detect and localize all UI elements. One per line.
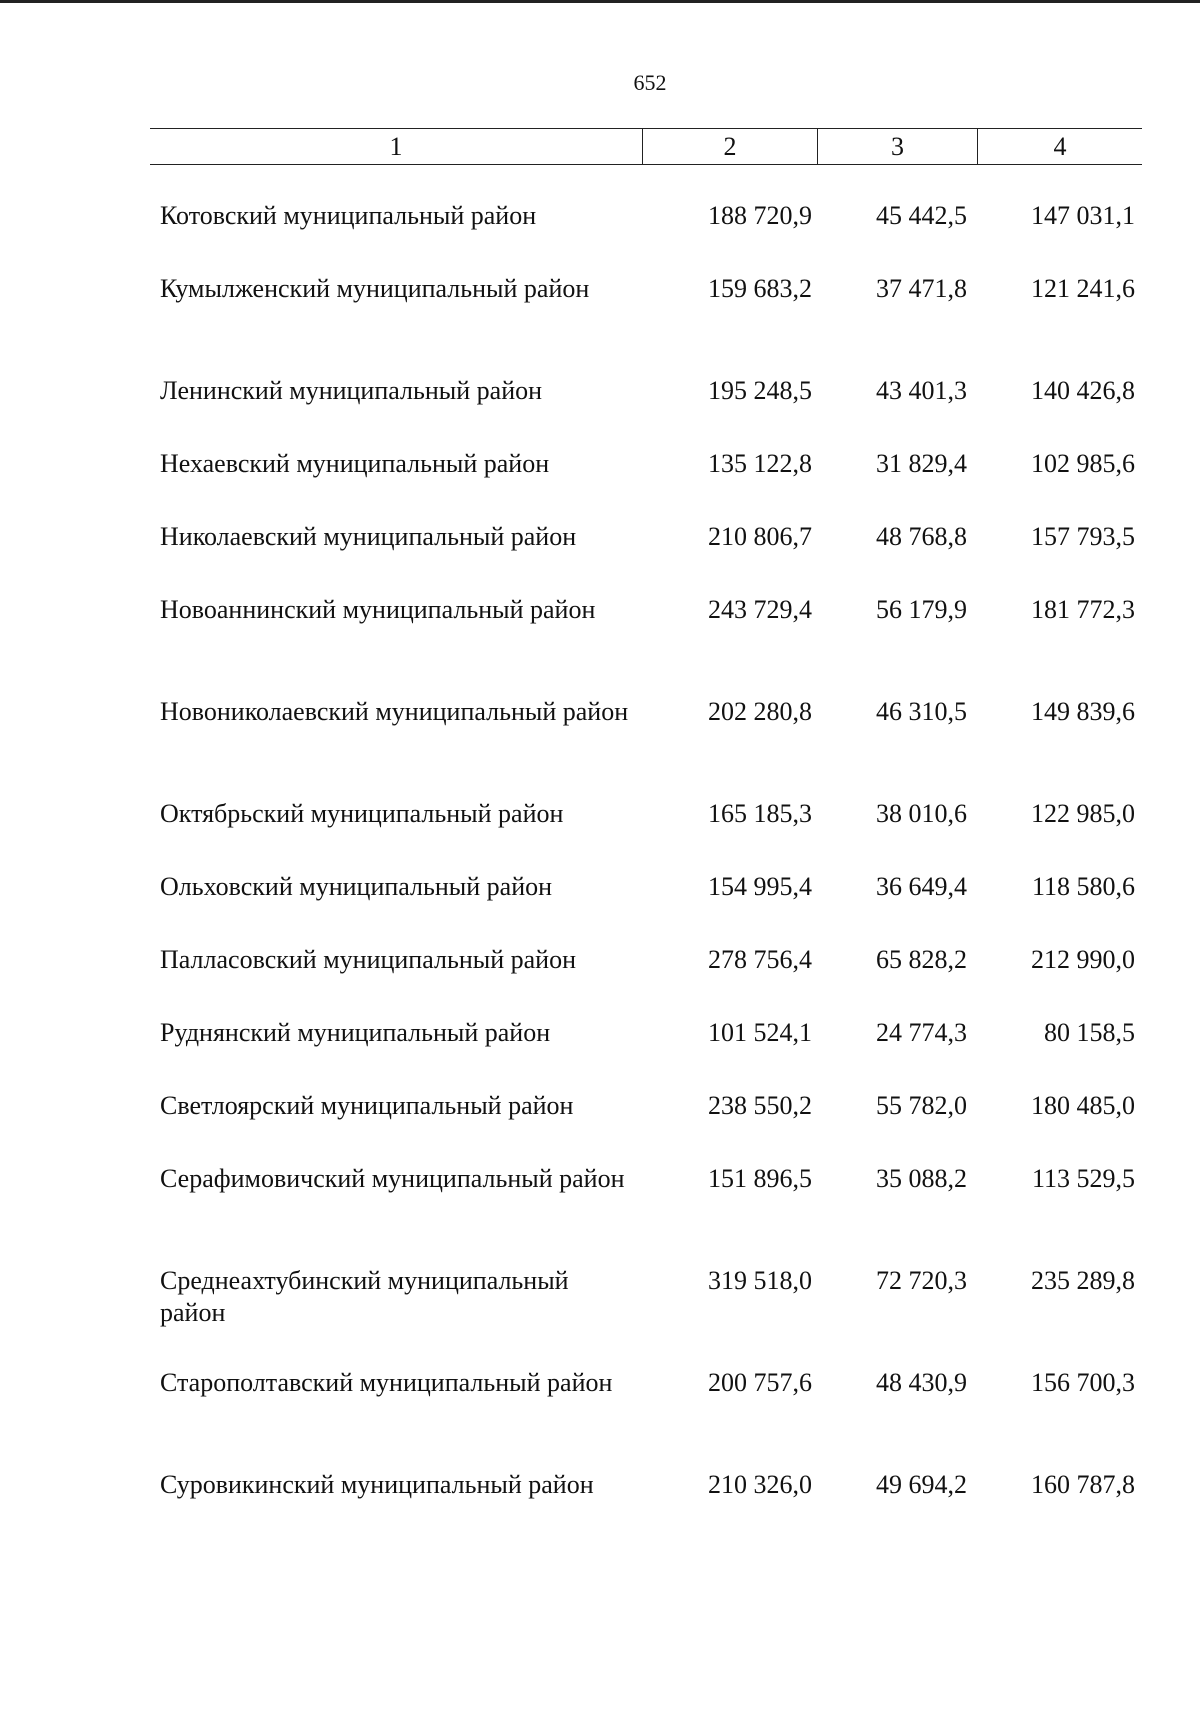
table-row — [150, 1469, 1142, 1571]
value-col-4: 160 787,8 — [1031, 1470, 1135, 1499]
district-name: Светлоярский муниципальный район — [160, 1091, 574, 1120]
value-col-2: 188 720,9 — [708, 201, 812, 230]
table-row — [150, 944, 1142, 1017]
value-col-4: 156 700,3 — [1031, 1368, 1135, 1397]
value-col-4: 181 772,3 — [1031, 595, 1135, 624]
table-row — [150, 696, 1142, 798]
value-col-3: 35 088,2 — [876, 1164, 967, 1193]
value-col-3: 48 430,9 — [876, 1368, 967, 1397]
value-col-3: 38 010,6 — [876, 799, 967, 828]
value-col-4: 122 985,0 — [1031, 799, 1135, 828]
value-col-4: 212 990,0 — [1031, 945, 1135, 974]
table-row — [150, 1367, 1142, 1469]
value-col-4: 180 485,0 — [1031, 1091, 1135, 1120]
district-name: Старополтавский муниципальный район — [160, 1368, 613, 1397]
value-col-2: 154 995,4 — [708, 872, 812, 901]
district-name: Серафимовичский муниципальный район — [160, 1164, 625, 1193]
value-col-2: 165 185,3 — [708, 799, 812, 828]
value-col-4: 80 158,5 — [1044, 1018, 1135, 1047]
table-row — [150, 521, 1142, 594]
value-col-2: 210 326,0 — [708, 1470, 812, 1499]
district-name: Среднеахтубинский муниципальный район — [160, 1266, 569, 1327]
value-col-4: 147 031,1 — [1031, 201, 1135, 230]
district-name: Ольховский муниципальный район — [160, 872, 553, 901]
value-col-2: 243 729,4 — [708, 595, 812, 624]
value-col-3: 31 829,4 — [876, 449, 967, 478]
district-name: Руднянский муниципальный район — [160, 1018, 551, 1047]
value-col-2: 278 756,4 — [708, 945, 812, 974]
table-row — [150, 798, 1142, 871]
value-col-4: 118 580,6 — [1031, 872, 1135, 901]
value-col-2: 210 806,7 — [708, 522, 812, 551]
value-col-3: 48 768,8 — [876, 522, 967, 551]
value-col-4: 235 289,8 — [1031, 1266, 1135, 1295]
district-name: Новониколаевский муниципальный район — [160, 697, 629, 726]
header-col-3: 3 — [817, 129, 977, 164]
header-col-4: 4 — [977, 129, 1142, 164]
value-col-3: 65 828,2 — [876, 945, 967, 974]
value-col-4: 102 985,6 — [1031, 449, 1135, 478]
value-col-3: 24 774,3 — [876, 1018, 967, 1047]
table-body — [150, 200, 1142, 1571]
district-name: Новоаннинский муниципальный район — [160, 595, 596, 624]
table-row — [150, 273, 1142, 375]
value-col-4: 113 529,5 — [1031, 1164, 1135, 1193]
value-col-3: 56 179,9 — [876, 595, 967, 624]
value-col-2: 238 550,2 — [708, 1091, 812, 1120]
scan-edge-line — [0, 0, 1200, 3]
value-col-4: 157 793,5 — [1031, 522, 1135, 551]
header-col-2: 2 — [642, 129, 817, 164]
value-col-4: 149 839,6 — [1031, 697, 1135, 726]
value-col-2: 319 518,0 — [708, 1266, 812, 1295]
value-col-3: 49 694,2 — [876, 1470, 967, 1499]
table-row — [150, 200, 1142, 273]
district-name: Котовский муниципальный район — [160, 201, 537, 230]
value-col-2: 195 248,5 — [708, 376, 812, 405]
district-name: Кумылженский муниципальный район — [160, 274, 590, 303]
value-col-3: 37 471,8 — [876, 274, 967, 303]
district-name: Ленинский муниципальный район — [160, 376, 543, 405]
table-row — [150, 1265, 1142, 1367]
value-col-3: 43 401,3 — [876, 376, 967, 405]
value-col-4: 140 426,8 — [1031, 376, 1135, 405]
value-col-3: 45 442,5 — [876, 201, 967, 230]
table-header — [150, 128, 1142, 165]
page-number: 652 — [633, 70, 667, 95]
district-name: Суровикинский муниципальный район — [160, 1470, 594, 1499]
value-col-2: 200 757,6 — [708, 1368, 812, 1397]
table-row — [150, 1163, 1142, 1265]
value-col-3: 72 720,3 — [876, 1266, 967, 1295]
value-col-2: 135 122,8 — [708, 449, 812, 478]
table-row — [150, 871, 1142, 944]
table-row — [150, 375, 1142, 448]
table-row — [150, 594, 1142, 696]
header-col-1: 1 — [389, 131, 403, 161]
value-col-3: 55 782,0 — [876, 1091, 967, 1120]
district-name: Нехаевский муниципальный район — [160, 449, 550, 478]
value-col-4: 121 241,6 — [1031, 274, 1135, 303]
district-name: Октябрьский муниципальный район — [160, 799, 564, 828]
table-row — [150, 448, 1142, 521]
value-col-2: 151 896,5 — [708, 1164, 812, 1193]
value-col-3: 36 649,4 — [876, 872, 967, 901]
district-name: Николаевский муниципальный район — [160, 522, 577, 551]
table-row — [150, 1017, 1142, 1090]
value-col-2: 101 524,1 — [708, 1018, 812, 1047]
district-name: Палласовский муниципальный район — [160, 945, 576, 974]
table-row — [150, 1090, 1142, 1163]
value-col-2: 159 683,2 — [708, 274, 812, 303]
value-col-3: 46 310,5 — [876, 697, 967, 726]
value-col-2: 202 280,8 — [708, 697, 812, 726]
